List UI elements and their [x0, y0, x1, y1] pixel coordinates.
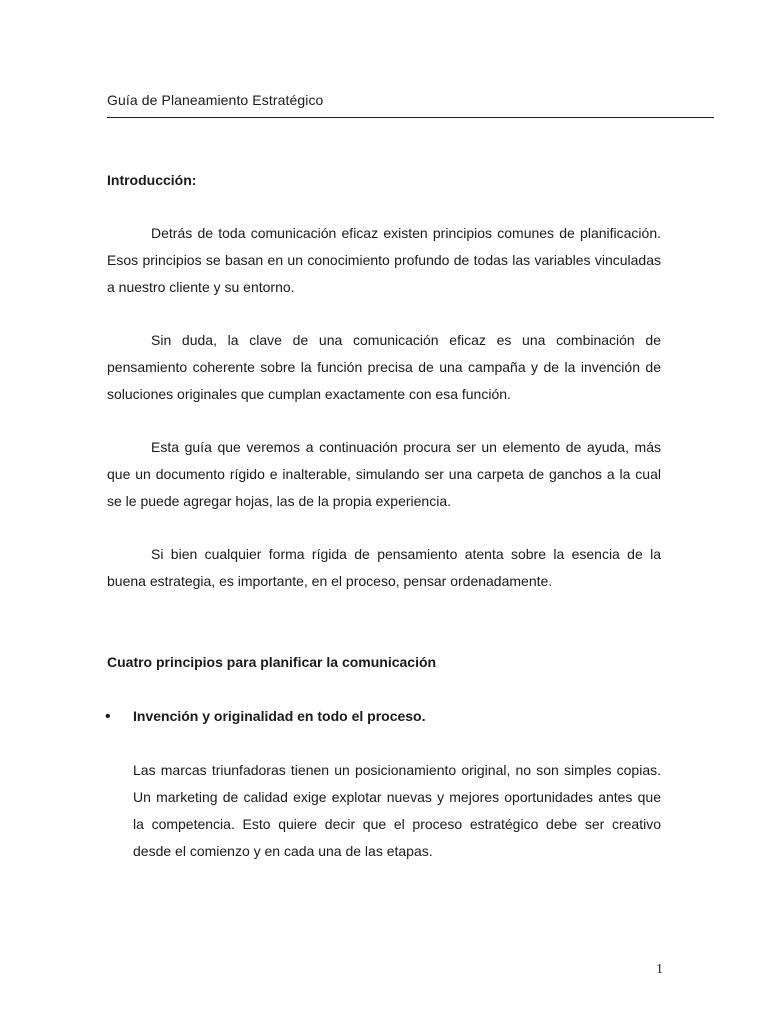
page-number: 1 [656, 962, 663, 977]
bullet-body [133, 757, 661, 865]
header-divider [107, 117, 714, 118]
paragraph-text: Sin duda, la clave de una comunicación eficaz es una combinación de pensamiento coherente sobre la función precisa de una campaña y de la invención de soluciones originales que cumplan exactamente con esa función. [107, 332, 661, 402]
intro-heading: Introducción: [107, 172, 197, 188]
paragraph-text: Si bien cualquier forma rígida de pensamiento atenta sobre la esencia de la buena estrategia, es importante, en el proceso, pensar ordenadamente. [107, 546, 661, 589]
section-heading: Cuatro principios para planificar la comunicación [107, 654, 437, 670]
paragraph-text: Esta guía que veremos a continuación procura ser un elemento de ayuda, más que un documento rígido e inalterable, simulando ser una carpeta de ganchos a la cual se le puede agregar hojas, las de la propia experiencia. [107, 439, 661, 509]
intro-paragraph-4 [107, 541, 661, 595]
intro-paragraph-3 [107, 434, 661, 515]
intro-paragraph-1 [107, 220, 661, 301]
bullet-title: Invención y originalidad en todo el proceso. [133, 708, 426, 724]
bullet-icon: • [105, 708, 111, 725]
running-header-title: Guía de Planeamiento Estratégico [107, 92, 324, 108]
intro-paragraph-2 [107, 327, 661, 408]
paragraph-text: Las marcas triunfadoras tienen un posicionamiento original, no son simples copias. Un marketing de calidad exige explotar nuevas y mejores oportunidades antes que la competencia. Esto quiere decir que el proceso estratégico debe ser creativo desde el comienzo y en cada una de las etapas. [133, 762, 661, 859]
paragraph-text: Detrás de toda comunicación eficaz existen principios comunes de planificación. Esos principios se basan en un conocimiento profundo de todas las variables vinculadas a nuestro cliente y su entorno. [107, 225, 661, 295]
